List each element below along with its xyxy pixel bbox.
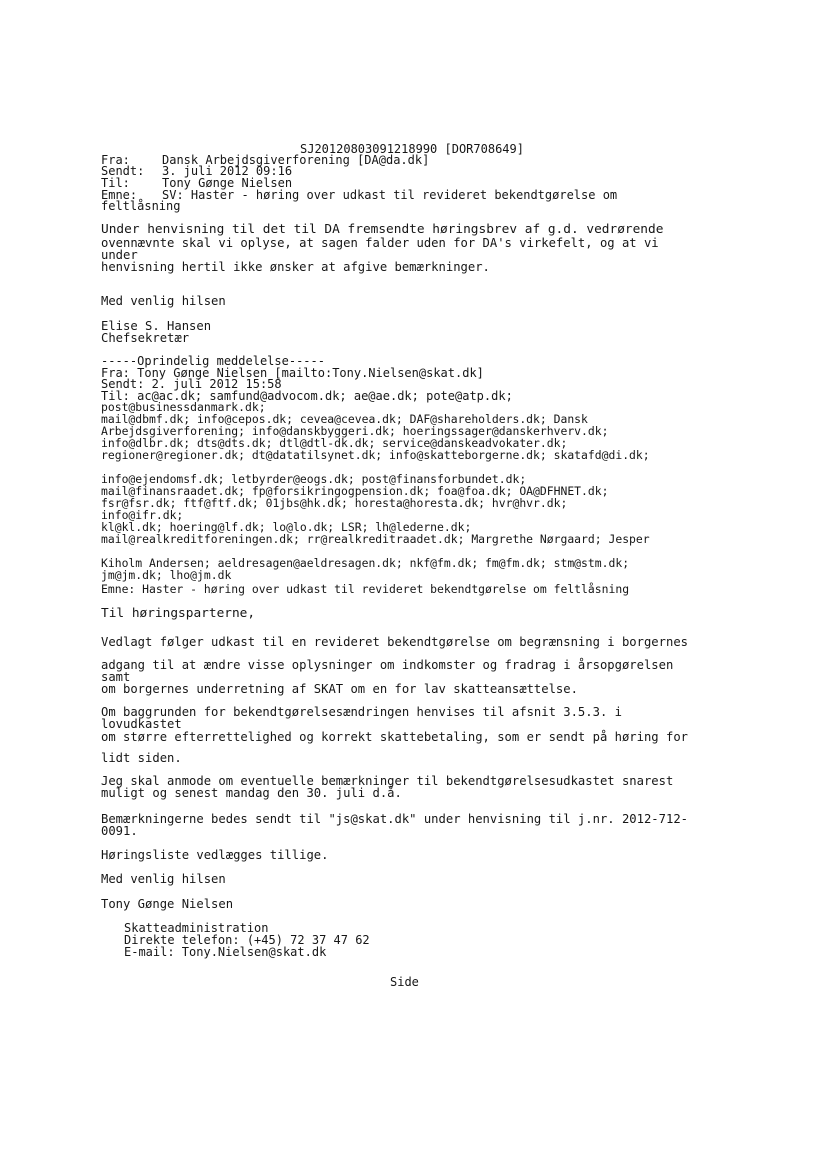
recipient-line: Til: ac@ac.dk; samfund@advocom.dk; ae@ae.dk; pote@atp.dk;	[101, 389, 513, 403]
reply-signature-title: Chefsekretær	[101, 331, 190, 345]
page-footer: Side	[390, 975, 419, 989]
reply-greeting: Med venlig hilsen	[101, 294, 226, 308]
recipient-line: Arbejdsgiverforening; info@danskbyggeri.dk; hoeringssager@danskerhverv.dk;	[101, 424, 609, 438]
signature-email: E-mail: Tony.Nielsen@skat.dk	[124, 945, 327, 959]
to-label: Til:	[101, 176, 130, 190]
body-line: Jeg skal anmode om eventuelle bemærkninger til bekendtgørelsesudkastet snarest	[101, 774, 674, 788]
body-line: lidt siden.	[101, 751, 182, 765]
body-line: samt	[101, 670, 131, 684]
signature-phone: Direkte telefon: (+45) 72 37 47 62	[124, 933, 370, 947]
recipient-line: fsr@fsr.dk; ftf@ftf.dk; 01jbs@hk.dk; horesta@horesta.dk; hvr@hvr.dk;	[101, 496, 568, 510]
recipient-line: info@dlbr.dk; dts@dts.dk; dtl@dtl-dk.dk; service@danskeadvokater.dk;	[101, 436, 568, 450]
body-line: Om baggrunden for bekendtgørelsesændringen henvises til afsnit 3.5.3. i	[101, 705, 622, 719]
original-sent: Sendt: 2. juli 2012 15:58	[101, 377, 282, 391]
body-line: muligt og senest mandag den 30. juli d.å.	[101, 786, 402, 800]
body-line: Høringsliste vedlægges tillige.	[101, 848, 329, 862]
sent-value: 3. juli 2012 09:16	[162, 164, 293, 178]
original-message-separator: -----Oprindelig meddelelse-----	[101, 354, 325, 368]
recipient-line: info@ifr.dk;	[101, 508, 184, 522]
sent-label: Sendt:	[101, 164, 145, 178]
recipient-line: regioner@regioner.dk; dt@datatilsynet.dk; info@skatteborgerne.dk; skatafd@di.dk;	[101, 448, 650, 462]
salutation: Til høringsparterne,	[101, 606, 256, 621]
recipient-line: jm@jm.dk; lho@jm.dk	[101, 568, 232, 582]
subject-continuation: feltlåsning	[101, 199, 181, 213]
reply-body-line: Under henvisning til det til DA fremsendte høringsbrev af g.d. vedrørende	[101, 222, 664, 237]
reply-body-line: ovennævnte skal vi oplyse, at sagen falder uden for DA's virkefelt, og at vi	[101, 236, 659, 250]
body-line: Bemærkningerne bedes sendt til "js@skat.dk" under henvisning til j.nr. 2012-712-	[101, 812, 688, 826]
body-line: om borgernes underretning af SKAT om en for lav skatteansættelse.	[101, 682, 578, 696]
reply-body-line: henvisning hertil ikke ønsker at afgive bemærkninger.	[101, 260, 490, 274]
original-signature-name: Tony Gønge Nielsen	[101, 897, 234, 911]
recipient-line: info@ejendomsf.dk; letbyrder@eogs.dk; post@finansforbundet.dk;	[101, 472, 527, 486]
signature-organisation: Skatteadministration	[124, 921, 269, 935]
body-line: 0091.	[101, 824, 138, 838]
to-value: Tony Gønge Nielsen	[162, 176, 293, 190]
recipient-line: mail@realkreditforeningen.dk; rr@realkreditraadet.dk; Margrethe Nørgaard; Jesper	[101, 532, 650, 546]
body-line: lovudkastet	[101, 717, 182, 731]
subject-value: SV: Haster - høring over udkast til revideret bekendtgørelse om	[162, 188, 618, 202]
body-line: adgang til at ændre visse oplysninger om indkomster og fradrag i årsopgørelsen	[101, 658, 674, 672]
original-greeting: Med venlig hilsen	[101, 872, 226, 886]
reply-body-line: under	[101, 248, 138, 262]
reply-signature-name: Elise S. Hansen	[101, 319, 212, 333]
from-label: Fra:	[101, 153, 130, 167]
recipient-line: mail@dbmf.dk; info@cepos.dk; cevea@cevea.dk; DAF@shareholders.dk; Dansk	[101, 412, 588, 426]
document-id: SJ20120803091218990 [DOR708649]	[300, 142, 524, 156]
body-line: Vedlagt følger udkast til en revideret bekendtgørelse om begrænsning i borgernes	[101, 635, 688, 649]
recipient-line: mail@finansraadet.dk; fp@forsikringogpension.dk; foa@foa.dk; OA@DFHNET.dk;	[101, 484, 609, 498]
recipient-line: post@businessdanmark.dk;	[101, 400, 266, 414]
original-from: Fra: Tony Gønge Nielsen [mailto:Tony.Nielsen@skat.dk]	[101, 366, 484, 380]
from-value: Dansk Arbejdsgiverforening [DA@da.dk]	[162, 153, 430, 167]
original-subject: Emne: Haster - høring over udkast til revideret bekendtgørelse om feltlåsning	[101, 582, 630, 596]
recipient-line: kl@kl.dk; hoering@lf.dk; lo@lo.dk; LSR; lh@lederne.dk;	[101, 520, 472, 534]
subject-label: Emne:	[101, 188, 138, 202]
recipient-line: Kiholm Andersen; aeldresagen@aeldresagen.dk; nkf@fm.dk; fm@fm.dk; stm@stm.dk;	[101, 556, 630, 570]
body-line: om større efterrettelighed og korrekt skattebetaling, som er sendt på høring for	[101, 730, 688, 744]
